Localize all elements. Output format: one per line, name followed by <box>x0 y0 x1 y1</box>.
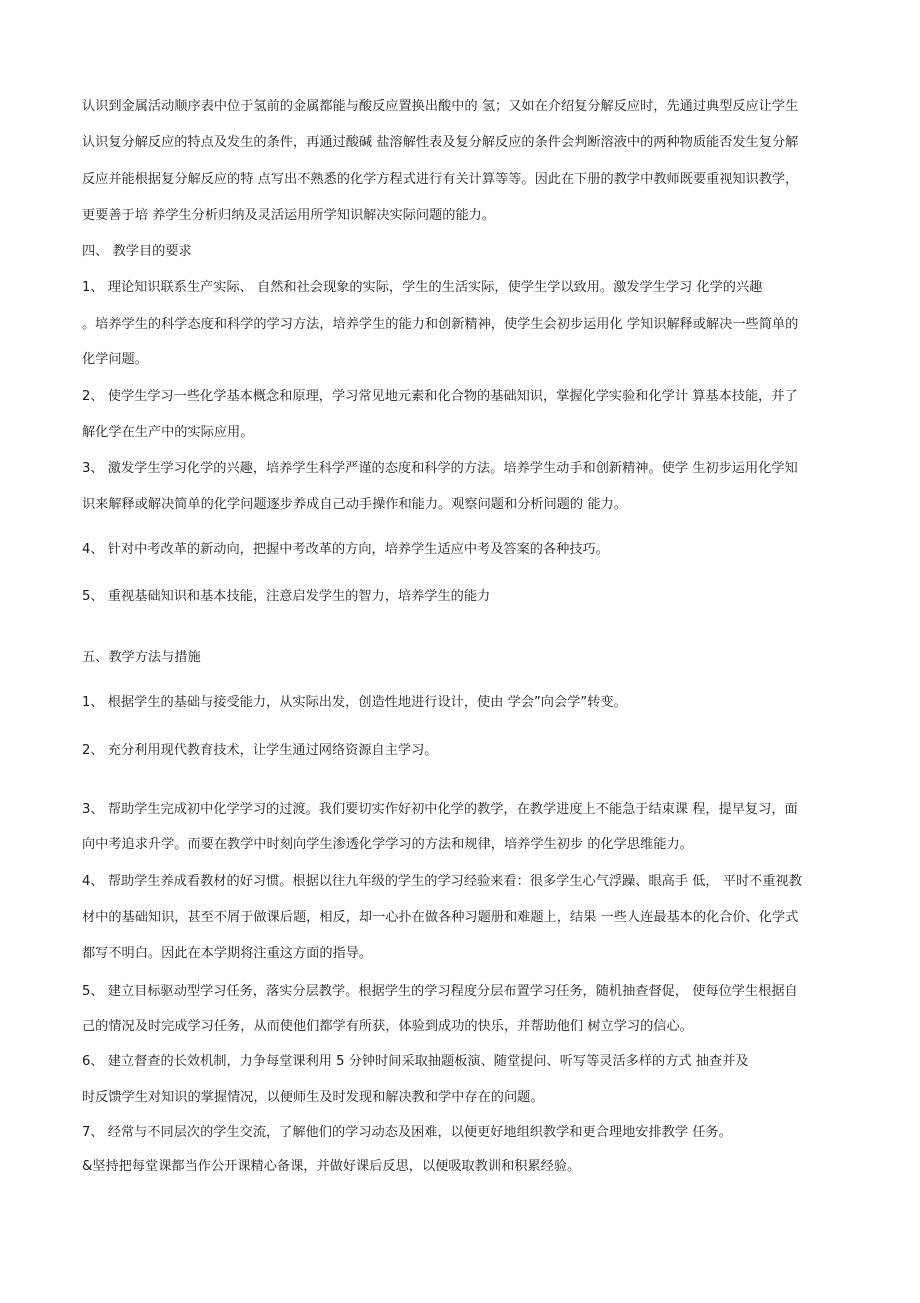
intro-line-2: 认识复分解反应的特点及发生的条件，再通过酸碱 盐溶解性表及复分解反应的条件会判断溶液中的两种物质能否发生复分解 <box>82 135 799 150</box>
intro-line-1: 认识到金属活动顺序表中位于氢前的金属都能与酸反应置换出酸中的 氢；又如在介绍复分解反应时，先通过典型反应让学生 <box>82 99 799 114</box>
section-5-heading: 五、教学方法与措施 <box>82 650 201 665</box>
s4-item2-line1: 2、 使学生学习一些化学基本概念和原理，学习常见地元素和化合物的基础知识，掌握化学实验和化学计 算基本技能，并了 <box>82 389 798 404</box>
s5-item1: 1、 根据学生的基础与接受能力，从实际出发，创造性地进行设计，使由 学会”向会学”转变。 <box>82 695 627 710</box>
intro-line-3: 反应并能根据复分解反应的特 点写出不熟悉的化学方程式进行有关计算等等。因此在下册的教学中教师既要重视知识教学， <box>82 172 799 187</box>
intro-line-4: 更要善于培 养学生分析归纳及灵活运用所学知识解决实际问题的能力。 <box>82 208 496 223</box>
s5-item6-line1: 6、 建立督查的长效机制，力争每堂课利用 5 分钟时间采取抽题板演、随堂提问、听写等灵活多样的方式 抽查并及 <box>82 1054 749 1069</box>
s4-item3-line2: 识来解释或解决简单的化学问题逐步养成自己动手操作和能力。观察问题和分析问题的 能力。 <box>82 497 627 512</box>
s4-item1-line1: 1、 理论知识联系生产实际、 自然和社会现象的实际，学生的生活实际，使学生学以致用。激发学生学习 化学的兴趣 <box>82 280 763 295</box>
s4-item1-line2: 。培养学生的科学态度和科学的学习方法，培养学生的能力和创新精神，使学生会初步运用化 学知识解释或解决一些简单的 <box>82 317 799 332</box>
s5-item8: &坚持把每堂课都当作公开课精心备课，并做好课后反思，以便吸取教训和积累经验。 <box>82 1159 581 1174</box>
s5-item6-line2: 时反馈学生对知识的掌握情况，以便师生及时发现和解决教和学中存在的问题。 <box>82 1090 544 1105</box>
s4-item1-line3: 化学问题。 <box>82 352 148 367</box>
s5-item7: 7、 经常与不同层次的学生交流，了解他们的学习动态及困难，以便更好地组织教学和更合理地安排教学 任务。 <box>82 1125 732 1140</box>
s4-item2-line2: 解化学在生产中的实际应用。 <box>82 425 254 440</box>
s5-item3-line2: 向中考追求升学。而要在教学中时刻向学生渗透化学学习的方法和规律，培养学生初步 的化学思维能力。 <box>82 837 693 852</box>
s4-item4: 4、 针对中考改革的新动向，把握中考改革的方向，培养学生适应中考及答案的各种技巧。 <box>82 542 609 557</box>
s4-item5: 5、 重视基础知识和基本技能，注意启发学生的智力，培养学生的能力 <box>82 589 491 604</box>
s5-item3-line1: 3、 帮助学生完成初中化学学习的过渡。我们要切实作好初中化学的教学，在教学进度上不能急于结束课 程，提早复习，面 <box>82 802 798 817</box>
s5-item4-line1: 4、 帮助学生养成看教材的好习惯。根据以往九年级的学生的学习经验来看：很多学生心气浮躁、眼高手 低， 平时不重视教 <box>82 874 802 889</box>
section-4-heading: 四、 教学目的要求 <box>82 244 192 259</box>
s5-item5-line1: 5、 建立目标驱动型学习任务，落实分层教学。根据学生的学习程度分层布置学习任务，随机抽查督促， 使每位学生根据自 <box>82 984 798 999</box>
s5-item2: 2、 充分利用现代教育技术，让学生通过网络资源自主学习。 <box>82 743 438 758</box>
s5-item4-line3: 都写不明白。因此在本学期将注重这方面的指导。 <box>82 946 373 961</box>
s5-item4-line2: 材中的基础知识，甚至不屑于做课后题，相反，却一心扑在做各种习题册和难题上，结果 一些人连最基本的化合价、化学式 <box>82 910 799 925</box>
s5-item5-line2: 己的情况及时完成学习任务，从而使他们都学有所获，体验到成功的快乐，并帮助他们 树立学习的信心。 <box>82 1019 693 1034</box>
s4-item3-line1: 3、 激发学生学习化学的兴趣，培养学生科学严谨的态度和科学的方法。培养学生动手和创新精神。使学 生初步运用化学知 <box>82 461 798 476</box>
